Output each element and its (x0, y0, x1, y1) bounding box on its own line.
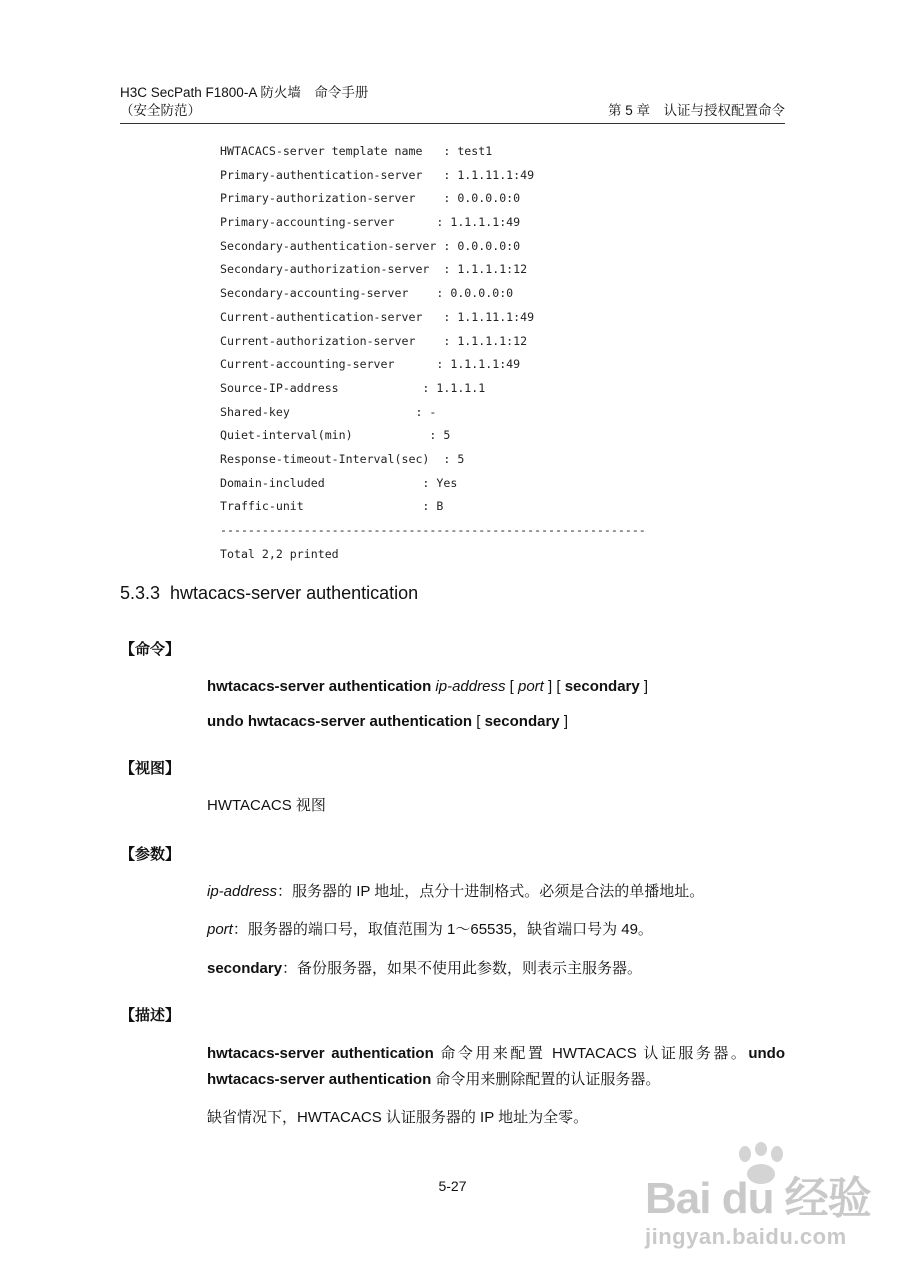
cmd-arg-ip: ip-address (435, 678, 506, 695)
desc-text: 命令用来删除配置的认证服务器。 (431, 1071, 661, 1088)
watermark-logo: Bai du 经验 (645, 1174, 871, 1223)
desc-cmd-undo: undo hwtacacs-server authentication (207, 1045, 785, 1088)
description-default: 缺省情况下，HWTACACS 认证服务器的 IP 地址为全零。 (207, 1109, 589, 1126)
code-line: Secondary-authorization-server : 1.1.1.1:12 (220, 262, 528, 277)
bracket-close: ] (548, 678, 553, 695)
cmd-keyword-secondary: secondary (484, 713, 560, 730)
bracket-close: ] (563, 713, 568, 730)
code-line: Quiet-interval(min) : 5 (220, 428, 451, 443)
cmd-undo-keyword: undo hwtacacs-server authentication (207, 713, 473, 730)
bracket-open: [ (476, 713, 481, 730)
desc-text: 命令用来配置 HWTACACS 认证服务器。 (433, 1045, 749, 1062)
code-line: Primary-authorization-server : 0.0.0.0:0 (220, 191, 521, 206)
param-desc: ：服务器的端口号，取值范围为 1～65535，缺省端口号为 49。 (232, 921, 653, 938)
header-divider (120, 123, 785, 124)
page-header (120, 84, 785, 120)
view-text: HWTACACS 视图 (207, 797, 326, 814)
label-command: 【命令】 (120, 641, 181, 658)
desc-cmd: hwtacacs-server authentication (207, 1045, 434, 1062)
section-number: 5.3.3 (120, 583, 161, 603)
code-line: Current-accounting-server : 1.1.1.1:49 (220, 357, 521, 372)
cmd-keyword: hwtacacs-server authentication (207, 678, 432, 695)
bracket-open: [ (556, 678, 561, 695)
code-line: Shared-key : - (220, 404, 437, 419)
page-number: 5-27 (438, 1178, 467, 1194)
cmd-arg-port: port (517, 678, 544, 695)
code-line: Secondary-authentication-server : 0.0.0.0:0 (220, 238, 521, 253)
label-description: 【描述】 (120, 1007, 181, 1024)
code-line: Current-authorization-server : 1.1.1.1:12 (220, 333, 528, 348)
code-line: Secondary-accounting-server : 0.0.0.0:0 (220, 286, 514, 301)
code-separator: ------------------------------------------------------------- (220, 523, 646, 537)
code-line: Total 2,2 printed (220, 546, 339, 561)
code-line: Traffic-unit : B (220, 499, 444, 514)
description-paragraph (207, 1041, 785, 1093)
section-title: hwtacacs-server authentication (170, 583, 419, 603)
param-name: port (207, 921, 233, 938)
param-desc: ：服务器的 IP 地址，点分十进制格式。必须是合法的单播地址。 (277, 883, 705, 900)
param-secondary (207, 956, 642, 982)
section-heading (120, 583, 418, 604)
command-syntax-line1 (207, 674, 648, 700)
header-product: H3C SecPath F1800-A 防火墙 命令手册 (120, 85, 369, 100)
code-line: Primary-accounting-server : 1.1.1.1:49 (220, 215, 521, 230)
header-volume: （安全防范） (120, 103, 201, 118)
label-view: 【视图】 (120, 760, 181, 777)
bracket-close: ] (643, 678, 649, 695)
header-chapter: 第 5 章 认证与授权配置命令 (607, 103, 785, 118)
param-name: ip-address (207, 883, 278, 900)
watermark-site: jingyan.baidu.com (645, 1224, 847, 1249)
command-output-block (220, 140, 780, 566)
label-params: 【参数】 (120, 846, 181, 863)
param-port (207, 917, 653, 943)
command-syntax-line2 (207, 709, 568, 735)
cmd-keyword-secondary: secondary (564, 678, 640, 695)
param-desc: ：备份服务器，如果不使用此参数，则表示主服务器。 (282, 960, 643, 977)
code-line: Response-timeout-Interval(sec) : 5 (220, 451, 465, 466)
baidu-watermark (625, 1140, 875, 1270)
code-line: Current-authentication-server : 1.1.11.1:49 (220, 309, 535, 324)
bracket-open: [ (509, 678, 514, 695)
code-line: Domain-included : Yes (220, 475, 458, 490)
code-line: Primary-authentication-server : 1.1.11.1:49 (220, 167, 535, 182)
param-ip-address (207, 879, 704, 905)
param-name: secondary (207, 960, 283, 977)
code-line: Source-IP-address : 1.1.1.1 (220, 380, 486, 395)
code-line: HWTACACS-server template name : test1 (220, 144, 493, 158)
